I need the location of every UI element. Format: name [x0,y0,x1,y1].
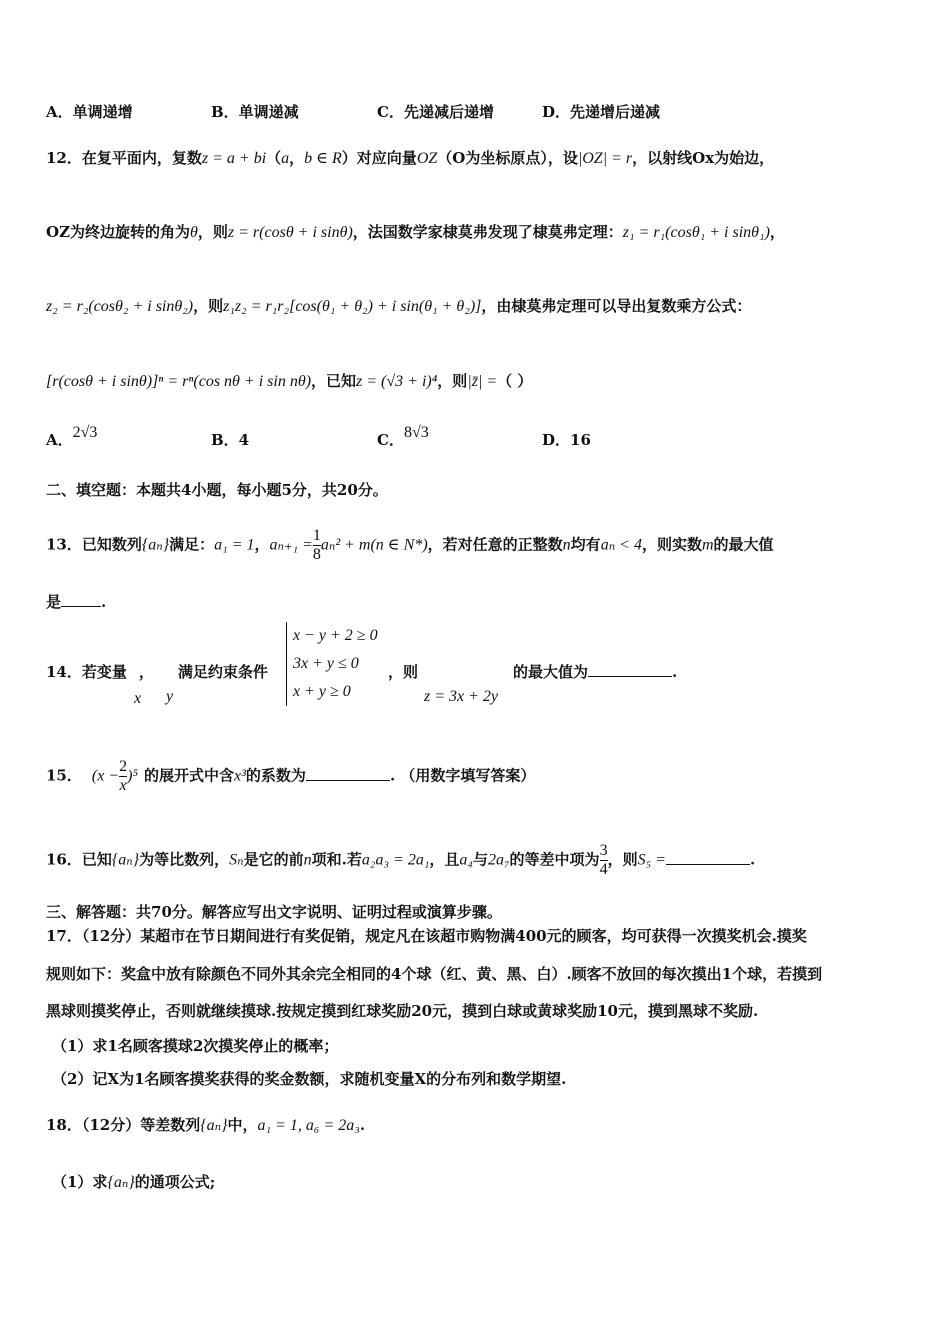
q16-cond: a₂a₃ = 2a₁ [361,851,430,869]
q12-option-a-value: 2√3 [72,424,98,441]
q14-ask-line [513,662,677,682]
q15-x3: x³ [234,767,246,785]
q16-mid: 的等差中项为 [509,850,600,869]
q15-frac-den: x [119,777,127,794]
q16-a7: 2a₇ [487,851,510,869]
q15-text: 的展开式中含 [144,766,235,785]
q13-a1: a₁ = 1 [214,536,255,554]
q18-sub-1-seq: {aₙ} [107,1174,135,1191]
q18-sub-1-b: 的通项公式; [134,1173,216,1191]
q14-constraint-1: x − y + 2 ≥ 0 [293,627,378,644]
q13-frac-num: 1 [312,527,321,544]
q14-ask: 的最大值为 [513,663,589,681]
q13-is: 是 [46,593,62,611]
q12-given: ，已知 [311,372,357,390]
q12-then-1: ，则 [197,223,228,241]
q18-seq: {aₙ} [200,1117,228,1134]
q15-expr-close: )⁵ [127,767,138,785]
q13-n: n [562,536,571,554]
q11-option-c[interactable]: C．先递减后递增 [377,103,494,121]
q12-abs-oz: |OZ| = r [577,150,633,167]
q12-option-c-label: C． [377,431,404,449]
q17-sub-1: （1）求1名顾客摸球2次摸奖停止的概率； [52,1037,339,1055]
q17-line-1: 17．（12分）某超市在节日期间进行有奖促销，规定凡在该超市购物满400元的顾客，均可获得一次摸奖机会.摸奖 [46,927,807,945]
q13-end: . [101,593,107,611]
q17-sub-2: （2）记X为1名顾客摸奖获得的奖金数额，求随机变量X的分布列和数学期望. [52,1070,567,1088]
section-2-heading: 二、填空题：本题共4小题，每小题5分，共20分。 [46,481,388,499]
q12-option-c-value: 8√3 [403,424,429,441]
q17-line-3: 黑球则摸奖停止，否则就继续摸球.按规定摸到红球奖励20元，摸到白球或黄球奖励10元，摸到黑球不奖励. [46,1002,759,1020]
q11-option-a[interactable]: A．单调递增 [46,103,133,121]
q18-mid: 中， [227,1116,258,1134]
q12-option-a-label: A． [46,431,73,449]
q15-fraction [119,758,127,795]
q12-then-2: ，则 [193,297,224,315]
q13-ineq: aₙ < 4 [600,536,642,554]
q16-answer-blank[interactable] [666,850,750,865]
q12-line-2 [46,222,785,243]
q13-fraction [313,527,321,564]
q12-options [46,424,746,450]
q16-n: n [303,851,312,869]
q12-z2: z₂ = r₂(cosθ₂ + i sinθ₂) [46,298,194,315]
q14-constraint-2: 3x + y ≤ 0 [293,655,359,672]
q14-x: x [134,690,142,707]
q12-z-expr: z = a + bi [201,150,267,167]
q18-line [46,1115,365,1136]
q14-line [46,662,268,682]
q14-constraint: 满足约束条件 [177,663,268,681]
q12-paren-open: （ [266,149,282,167]
q18-end: . [359,1116,366,1134]
q15-frac-num: 2 [119,758,128,775]
q18-label: 18．（12分）等差数列 [46,1116,201,1134]
q12-line-1 [46,148,774,169]
q14-end: . [672,663,678,681]
q14-y: y [166,688,174,705]
q14-comma: ， [138,663,154,681]
q12-a-var: a [281,150,290,167]
q16-and: ，且 [429,850,460,869]
q11-option-d[interactable]: D．先递增后递减 [542,103,661,121]
q12-option-b[interactable]: B．4 [211,431,250,449]
section-3-heading: 三、解答题：共70分。解答应写出文字说明、证明过程或演算步骤。 [46,903,502,921]
q13-ask: ，则实数 [641,535,702,554]
q13-max: 的最大值 [713,535,774,554]
q13-m: m [701,536,714,554]
q15-hint: . （用数字填写答案） [389,766,536,785]
q14-objective: z = 3x + 2y [424,688,499,705]
q13-seq: {aₙ} [141,536,170,554]
q16-with: 与 [472,850,488,869]
q12-de-moivre-text: ，法国数学家棣莫弗发现了棣莫弗定理： [352,223,623,241]
q14-then: ，则 [388,663,419,681]
q13-satisfy: 满足： [169,535,215,554]
q12-paren-close: ）对应向量 [341,149,417,167]
q12-ray-text: ，以射线Ox为始边， [632,149,775,167]
q12-z-given: z = (√3 + i)⁴ [356,373,438,390]
q16-label: 16．已知 [46,850,112,869]
q16-end: . [749,850,756,869]
q16-seq: {aₙ} [111,851,140,869]
q12-option-a[interactable] [46,424,98,451]
q11-option-b[interactable]: B．单调递减 [211,103,299,121]
q13-recur-rhs: aₙ² + m(n ∈ N*) [320,536,428,554]
q16-sum-text: 是它的前 [243,850,304,869]
q12-z1: z₁ = r₁(cosθ₁ + i sinθ₁) [622,224,770,241]
q15-label: 15． [46,766,82,785]
q12-then-3: ，则 [437,372,468,390]
q12-answer-blank[interactable]: （ ） [497,372,533,390]
q12-abs-zbar: |z̄| = [467,373,498,390]
q16-geo: 为等比数列， [139,850,230,869]
q13-answer-blank[interactable] [61,592,101,607]
q12-terminal-side: OZ为终边旋转的角为 [46,223,191,241]
q13-comma: ， [254,535,270,554]
q16-frac-num: 3 [599,842,608,859]
q13-line-1 [46,527,774,564]
q16-then: ，则 [607,850,638,869]
q12-comma-2: ， [769,223,785,241]
q16-fraction [600,842,608,879]
q18-sub-1 [52,1172,215,1193]
q12-vector-oz: OZ [416,150,438,167]
q14-answer-blank[interactable] [588,662,672,677]
q12-b-in-r: b ∈ R [304,150,342,167]
q15-answer-blank[interactable] [306,766,390,781]
q12-label: 12．在复平面内，复数 [46,149,202,167]
q16-sum-text-2: 项和.若 [311,850,362,869]
q12-theta: θ [190,224,198,241]
q12-origin-note: （O为坐标原点），设 [437,149,578,167]
q18-cond: a₁ = 1, a₆ = 2a₃ [257,1117,360,1134]
q11-options [46,102,746,122]
q12-line-3 [46,296,751,317]
q18-sub-1-a: （1）求 [52,1173,108,1191]
q12-line-4 [46,371,532,392]
q13-frac-den: 8 [312,546,321,563]
q15-coef: 的系数为 [245,766,306,785]
q12-polar-form: z = r(cosθ + i sinθ) [227,224,353,241]
q14-constraint-system [286,622,378,706]
q13-cond: ，若对任意的正整数 [427,535,563,554]
q12-comma: ， [289,149,305,167]
q17-line-2: 规则如下：奖盒中放有除颜色不同外其余完全相同的4个球（红、黄、黑、白）.顾客不放回的每次摸出1个球，若摸到 [46,965,823,983]
q12-derive-text: ，由棣莫弗定理可以导出复数乘方公式： [481,297,752,315]
q16-frac-den: 4 [599,861,608,878]
q16-s5: S₅ = [637,851,666,869]
q12-product: z₁z₂ = r₁r₂[cos(θ₁ + θ₂) + i sin(θ₁ + θ₂)] [223,298,482,315]
q13-recur-lhs: aₙ₊₁ = [269,536,313,554]
q16-a4: a₄ [459,851,473,869]
q14-label: 14．若变量 [46,663,127,681]
q15-line [46,758,535,795]
q16-line [46,842,755,879]
q12-option-d[interactable]: D．16 [542,431,591,449]
q16-sn: Sₙ [229,851,244,869]
q14-constraint-3: x + y ≥ 0 [293,683,351,700]
q12-power-formula: [r(cosθ + i sinθ)]ⁿ = rⁿ(cos nθ + i sin nθ) [46,373,312,390]
q13-line-2 [46,592,106,612]
q13-label: 13．已知数列 [46,535,142,554]
q13-have: 均有 [570,535,601,554]
q12-option-c[interactable] [377,424,429,451]
q15-expr-open: (x − [91,767,120,785]
